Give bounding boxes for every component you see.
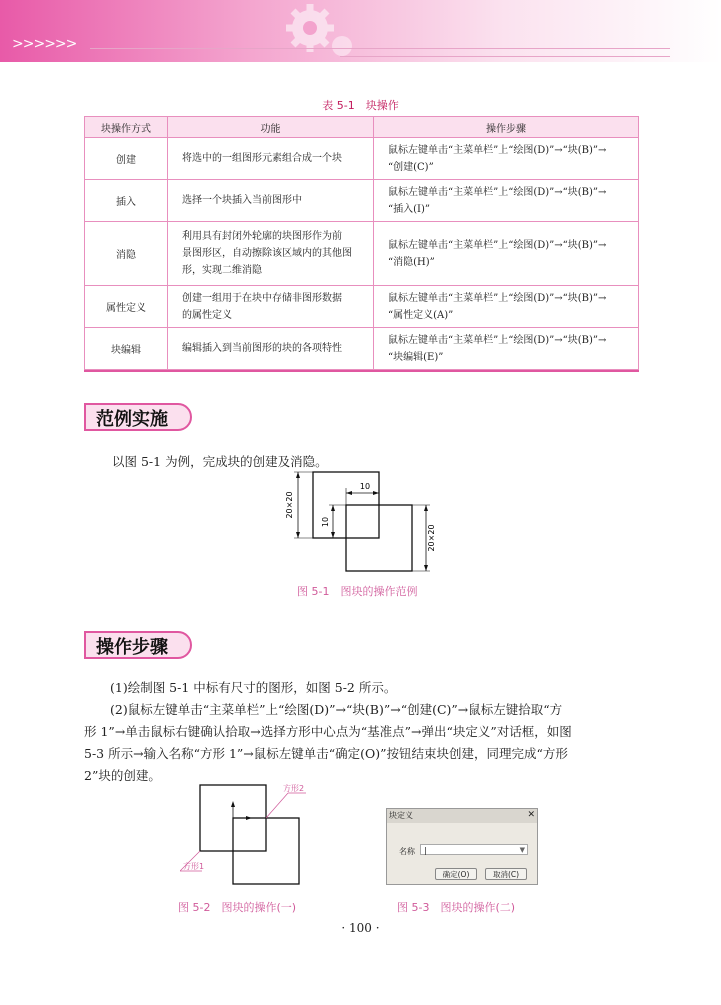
table-cell: 编辑插入到当前图形的块的各项特性 [168,328,374,370]
cell-line: “插入(I)” [388,203,430,215]
cell-line: “消隐(H)” [388,256,435,268]
table-cell [374,286,639,328]
cell-line: 鼠标左键单击“主菜单栏”上“绘图(D)”→“块(B)”→ [388,292,607,304]
table-row [85,138,639,180]
section-heading-steps [84,631,204,659]
table-row [85,328,639,370]
dialog-title: 块定义 [387,809,537,823]
ok-button[interactable]: 确定(O) [435,868,477,880]
cell-line: 鼠标左键单击“主菜单栏”上“绘图(D)”→“块(B)”→ [388,186,607,198]
table-header: 功能 [168,117,374,138]
cell-line: 鼠标左键单击“主菜单栏”上“绘图(D)”→“块(B)”→ [388,334,607,346]
table-cell [168,222,374,286]
dimension-label: 20×20 [427,524,436,552]
cell-line: 的属性定义 [182,309,232,321]
cell-line: “属性定义(A)” [388,309,454,321]
table-cell: 将选中的一组图形元素组合成一个块 [168,138,374,180]
table-cell: 消隐 [85,222,168,286]
chevron-down-icon[interactable]: ▼ [519,846,525,854]
table-cell: 属性定义 [85,286,168,328]
section-heading-label: 操作步骤 [96,637,168,658]
table-row [85,222,639,286]
table-cell [374,180,639,222]
section-heading-label: 范例实施 [96,409,168,430]
cell-line: 鼠标左键单击“主菜单栏”上“绘图(D)”→“块(B)”→ [388,144,607,156]
text-line: (2)鼠标左键单击“主菜单栏”上“绘图(D)”→“块(B)”→“创建(C)”→鼠标左键拾取“方 [110,702,563,717]
name-input[interactable] [420,844,528,855]
table-cell: 选择一个块插入当前图形中 [168,180,374,222]
gear-icon [270,0,360,62]
table-cell [374,222,639,286]
paragraph: 以图 5-1 为例，完成块的创建及消隐。 [112,454,328,469]
cell-line: 创建一组用于在块中存储非图形数据 [182,292,342,304]
cancel-button[interactable]: 取消(C) [485,868,527,880]
header-rule [340,56,670,57]
table-header-row [85,117,639,138]
table-caption: 表 5-1 块操作 [322,99,399,112]
dimension-label: 10 [359,482,371,491]
page-number: · 100 · [341,921,380,935]
table-header: 操作步骤 [374,117,639,138]
figure-caption: 图 5-2 图块的操作(一) [178,901,297,914]
figure-label: 方形1 [183,862,205,871]
table-row [85,180,639,222]
name-label: 名称 [399,847,415,856]
cell-line: “块编辑(E)” [388,351,444,363]
figure-5-2-drawing [180,783,310,888]
text-line: 5-3 所示→输入名称“方形 1”→鼠标左键单击“确定(O)”按钮结束块创建，同理完成“方形 [84,746,568,761]
table-row [85,286,639,328]
figure-label: 方形2 [283,784,305,793]
text-line: (1)绘制图 5-1 中标有尺寸的图形，如图 5-2 所示。 [110,680,397,695]
text-line: 2”块的创建。 [84,768,161,783]
close-icon[interactable]: ✕ [527,810,535,820]
table-cell [374,138,639,180]
header-band [0,0,721,62]
header-rule [90,48,670,49]
section-heading-example [84,403,204,431]
table-cell: 插入 [85,180,168,222]
cell-line: 形，实现二维消隐 [182,265,262,276]
table-cell: 创建 [85,138,168,180]
dimension-label: 20×20 [285,491,294,519]
cell-line: 利用具有封闭外轮廓的块图形作为前 [182,231,342,242]
cell-line: 景图形区，自动擦除该区域内的其他图 [182,248,352,259]
figure-caption: 图 5-1 图块的操作范例 [297,585,418,598]
step-paragraph [84,677,639,787]
cell-line: “创建(C)” [388,161,434,173]
figure-5-1-drawing [276,468,446,580]
table-cell [168,286,374,328]
text-line: 形 1”→单击鼠标右键确认拾取→选择方形中心点为“基准点”→弹出“块定义”对话框，如图 [84,724,572,739]
table-cell [374,328,639,370]
cell-line: 鼠标左键单击“主菜单栏”上“绘图(D)”→“块(B)”→ [388,239,607,251]
figure-caption: 图 5-3 图块的操作(二) [397,901,516,914]
name-input-value: | [424,846,427,855]
chevron-right-icon: >>>>>> [12,36,77,52]
block-define-dialog [386,808,538,885]
table-bottom-rule [84,370,639,372]
table-cell: 块编辑 [85,328,168,370]
block-operation-table [84,116,639,370]
dimension-label: 10 [321,516,330,528]
table-header: 块操作方式 [85,117,168,138]
